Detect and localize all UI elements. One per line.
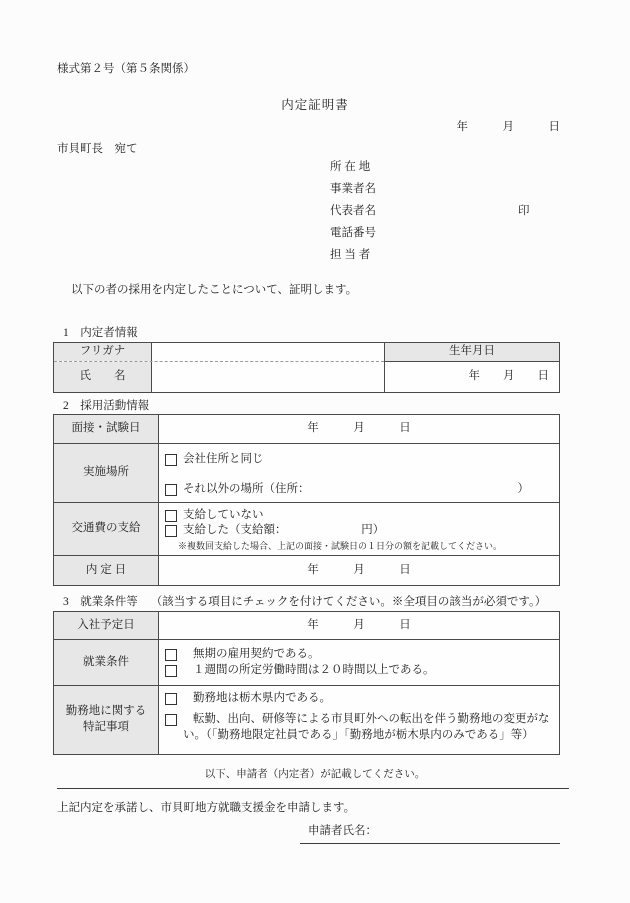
conditions-option-hours bbox=[165, 663, 555, 679]
conditions-row bbox=[54, 639, 559, 685]
interview-date-value: 年 月 日 bbox=[307, 422, 411, 435]
furigana-input-area bbox=[152, 343, 384, 361]
section3-heading bbox=[63, 595, 546, 611]
birthdate-value: 年 月 日 bbox=[468, 370, 549, 383]
acceptance-statement: 上記内定を承諾し、市貝町地方就職支援金を申請します。 bbox=[57, 802, 356, 814]
transport-option-paid bbox=[165, 523, 555, 539]
issuer-contact-label: 担 当 者 bbox=[330, 249, 371, 261]
location-label: 実施場所 bbox=[54, 444, 159, 502]
transport-option-none-label: 支給していない bbox=[183, 509, 264, 522]
issuer-company-label: 事業者名 bbox=[330, 183, 376, 195]
separator-line bbox=[57, 788, 569, 789]
certify-statement: 以下の者の採用を内定したことについて、証明します。 bbox=[71, 284, 358, 296]
issuer-block bbox=[330, 160, 376, 270]
birthdate-label: 生年月日 bbox=[385, 343, 559, 362]
document-title: 内定証明書 bbox=[281, 98, 349, 112]
birthdate-column bbox=[384, 343, 559, 392]
worksite-label bbox=[54, 686, 159, 754]
checkbox-icon[interactable] bbox=[165, 714, 177, 726]
checkbox-icon[interactable] bbox=[165, 454, 177, 466]
checkbox-icon[interactable] bbox=[165, 484, 177, 496]
name-label: 氏 名 bbox=[54, 362, 152, 392]
issue-date-line: 年 月 日 bbox=[456, 121, 560, 133]
worksite-option-notransfer bbox=[165, 712, 555, 744]
applicant-name-label: 申請者氏名： bbox=[308, 825, 377, 837]
checkbox-icon[interactable] bbox=[165, 525, 177, 537]
seal-mark: 印 bbox=[518, 205, 530, 217]
furigana-row bbox=[54, 343, 384, 361]
worksite-row bbox=[54, 685, 559, 754]
worksite-option-notransfer-line2: い。（「勤務地限定社員である」「勤務地が栃木県内のみである」等） bbox=[183, 729, 534, 742]
employment-conditions-table bbox=[53, 611, 560, 755]
transport-note: ※複数回支給した場合、上記の面接・試験日の１日分の額を記載してください。 bbox=[178, 540, 503, 551]
conditions-option-hours-label: １週間の所定労働時間は２０時間以上である。 bbox=[193, 664, 435, 677]
worksite-label-line2: 特記事項 bbox=[83, 721, 129, 733]
checkbox-icon[interactable] bbox=[165, 510, 177, 522]
recruitment-info-table bbox=[53, 414, 560, 586]
section2-heading: 2 採用活動情報 bbox=[63, 400, 150, 412]
offer-date-label: 内 定 日 bbox=[54, 556, 159, 585]
offer-date-row bbox=[54, 555, 559, 585]
location-option-other-close: ） bbox=[517, 483, 529, 496]
location-option-other bbox=[165, 482, 555, 498]
location-row bbox=[54, 443, 559, 502]
checkbox-icon[interactable] bbox=[165, 665, 177, 677]
join-date-label: 入社予定日 bbox=[54, 612, 159, 639]
addressee: 市貝町長 宛て bbox=[57, 143, 138, 155]
issuer-representative-label: 代表者名 bbox=[330, 205, 376, 217]
name-input-area bbox=[152, 362, 384, 392]
issuer-address-label: 所 在 地 bbox=[330, 161, 371, 173]
section1-heading: 1 内定者情報 bbox=[63, 327, 138, 339]
checkbox-icon[interactable] bbox=[165, 649, 177, 661]
offer-date-value: 年 月 日 bbox=[307, 563, 411, 576]
applicant-signature-line bbox=[300, 824, 560, 844]
location-option-same-label: 会社住所と同じ bbox=[183, 453, 264, 465]
candidate-info-table bbox=[53, 342, 560, 393]
worksite-label-line1: 勤務地に関する bbox=[65, 705, 147, 718]
conditions-label: 就業条件 bbox=[54, 640, 159, 685]
location-option-other-label: それ以外の場所（住所： bbox=[183, 483, 310, 496]
location-option-same bbox=[165, 452, 555, 468]
conditions-option-indefinite-label: 無期の雇用契約である。 bbox=[193, 648, 320, 660]
applicant-fill-note: 以下、申請者（内定者）が記載してください。 bbox=[204, 769, 426, 780]
section3-heading-text: 3 就業条件等 bbox=[63, 596, 138, 608]
form-number: 様式第２号（第５条関係） bbox=[57, 63, 195, 75]
worksite-option-tochigi-label: 勤務地は栃木県内である。 bbox=[193, 692, 331, 704]
interview-date-label: 面接・試験日 bbox=[54, 415, 159, 443]
join-date-value: 年 月 日 bbox=[307, 618, 411, 631]
transport-option-none bbox=[165, 509, 555, 523]
section3-heading-note: （該当する項目にチェックを付けてください。※全項目の該当が必須です。） bbox=[150, 596, 547, 608]
interview-date-row bbox=[54, 415, 559, 443]
transport-row bbox=[54, 502, 559, 555]
conditions-option-indefinite bbox=[165, 647, 555, 663]
issuer-phone-label: 電話番号 bbox=[330, 227, 376, 239]
name-row bbox=[54, 361, 384, 392]
join-date-row bbox=[54, 612, 559, 639]
checkbox-icon[interactable] bbox=[165, 693, 177, 705]
transport-option-paid-label: 支給した（支給額： 円） bbox=[183, 524, 385, 537]
worksite-option-tochigi bbox=[165, 691, 555, 707]
worksite-option-notransfer-line1: 転勤、出向、研修等による市貝町外への転出を伴う勤務地の変更がな bbox=[193, 712, 550, 725]
transport-label: 交通費の支給 bbox=[54, 503, 159, 555]
furigana-label: フリガナ bbox=[54, 343, 152, 361]
